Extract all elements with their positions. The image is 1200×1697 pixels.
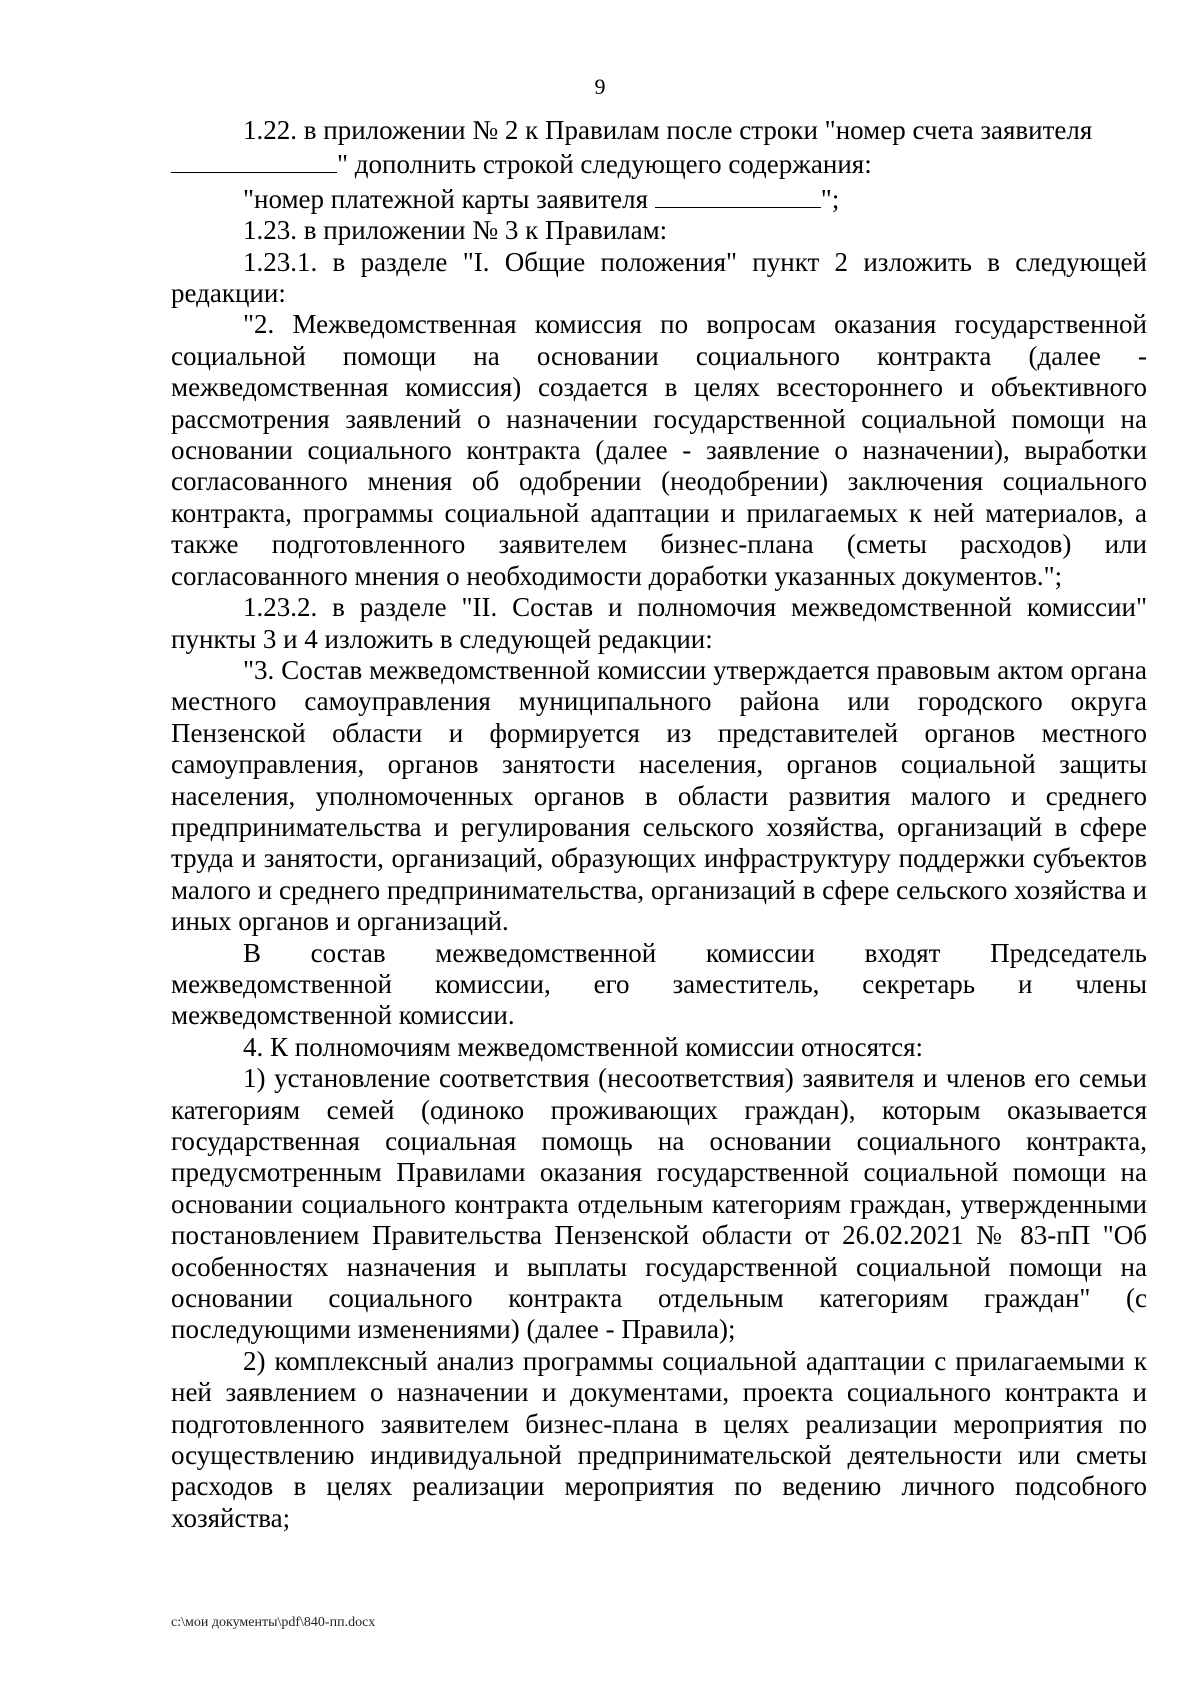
blank-line — [171, 146, 337, 173]
paragraph-1-23: 1.23. в приложении № 3 к Правилам: — [243, 215, 668, 246]
paragraph-commission-members: В состав межведомственной комиссии входят Председатель межведомственной комиссии, его заместитель, секретарь и члены межведомственной комиссии. — [171, 937, 1147, 1031]
paragraph-1-22-continued — [171, 146, 1147, 180]
paragraph-item-2: "2. Межведомственная комиссия по вопросам оказания государственной социальной помощи на основании социального контракта (далее - межведомственная комиссия) создается в целях всестороннего и объективного рассмотрения заявлений о назначении государственной социальной помощи на основании социального контракта (далее - заявление о назначении), выработки согласованного мнения об одобрении (неодобрении) заключения социального контракта, программы социальной адаптации и прилагаемых к ней материалов, а также подготовленного заявителем бизнес-плана (сметы расходов) или согласованного мнения о необходимости доработки указанных документов."; — [171, 309, 1147, 591]
paragraph-1-22: 1.22. в приложении № 2 к Правилам после строки "номер счета заявителя — [243, 115, 1093, 145]
paragraph-subitem-1: 1) установление соответствия (несоответствия) заявителя и членов его семьи категориям семей (одиноко проживающих граждан), которым оказывается государственная социальная помощь на основании социального контракта, предусмотренным Правилами оказания государственной социальной помощи на основании социального контракта отдельным категориям граждан, утвержденными постановлением Правительства Пензенской области от 26.02.2021 № 83-пП "Об особенностях назначения и выплаты государственной социальной помощи на основании социального контракта отдельным категориям граждан" (с последующими изменениями) (далее - Правила); — [171, 1063, 1147, 1345]
paragraph-card-number — [171, 181, 1147, 215]
paragraph-1-23-2: 1.23.2. в разделе "II. Состав и полномочия межведомственной комиссии" пункты 3 и 4 изложить в следующей редакции: — [171, 592, 1147, 654]
paragraph-item-4: 4. К полномочиям межведомственной комиссии относятся: — [243, 1031, 924, 1062]
card-number-end: "; — [820, 183, 840, 214]
blank-line — [655, 181, 821, 208]
paragraph-item-3: "3. Состав межведомственной комиссии утверждается правовым актом органа местного самоуправления муниципального района или городского округа Пензенской области и формируется из представителей органов местного самоуправления, органов занятости населения, органов социальной защиты населения, уполномоченных органов в области развития малого и среднего предпринимательства и регулирования сельского хозяйства, организаций в сфере труда и занятости, организаций, образующих инфраструктуру поддержки субъектов малого и среднего предпринимательства, организаций в сфере сельского хозяйства и иных органов и организаций. — [171, 654, 1147, 937]
paragraph-1-23-1: 1.23.1. в разделе "I. Общие положения" пункт 2 изложить в следующей редакции: — [171, 246, 1147, 309]
page-number: 9 — [594, 74, 606, 99]
paragraph-1-22-text: " дополнить строкой следующего содержания: — [337, 149, 872, 180]
file-path-footer: c:\мои документы\pdf\840-пп.docx — [171, 1615, 376, 1630]
card-number-label: "номер платежной карты заявителя — [243, 183, 655, 214]
paragraph-subitem-2: 2) комплексный анализ программы социальной адаптации с прилагаемыми к ней заявлением о назначении и документами, проекта социального контракта и подготовленного заявителем бизнес-плана в целях реализации мероприятия по осуществлению индивидуальной предпринимательской деятельности или сметы расходов в целях реализации мероприятия по ведению личного подсобного хозяйства; — [171, 1345, 1147, 1533]
document-body — [171, 115, 1147, 1534]
